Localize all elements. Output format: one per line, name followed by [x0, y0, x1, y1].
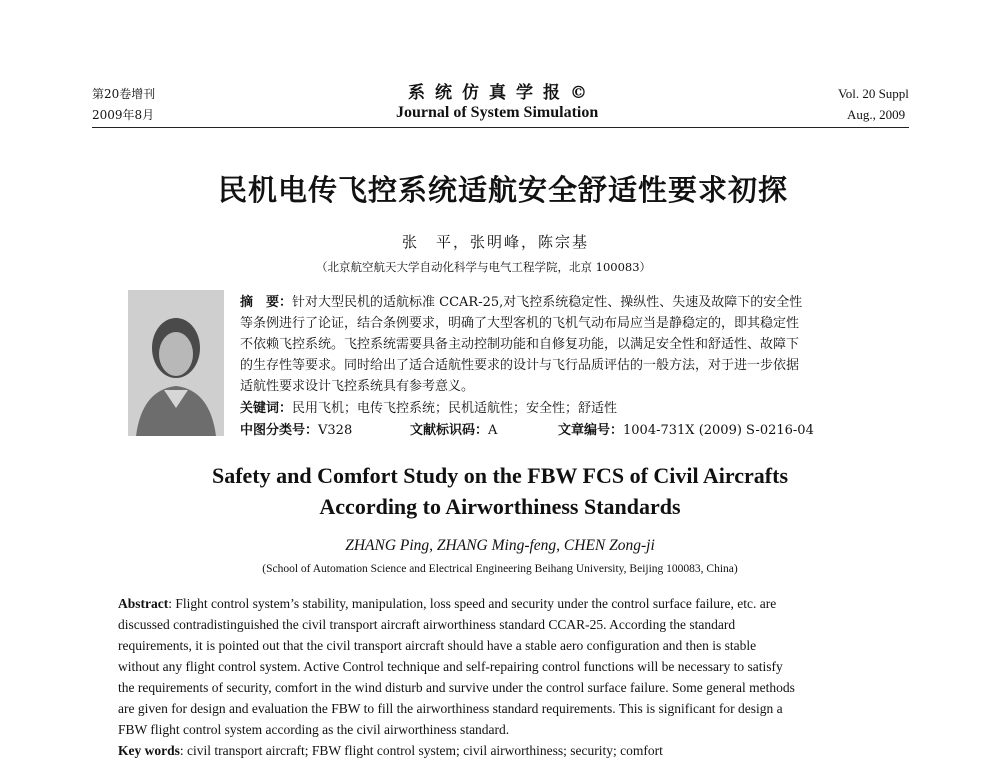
volume-en: Vol. 20 Suppl: [838, 86, 909, 101]
abstract-en-line-4: without any flight control system. Active Control technique and self-repairing control functions will be necessary to satisfy: [118, 659, 783, 674]
keywords-en: Key words: civil transport aircraft; FBW flight control system; civil airworthiness; security; comfort: [118, 743, 663, 758]
doc-code: 文献标识码：A: [410, 423, 498, 438]
title-en-line-1: Safety and Comfort Study on the FBW FCS of Civil Aircrafts: [211, 463, 789, 488]
journal-title-en: Journal of System Simulation: [396, 104, 599, 121]
authors-cn: 张 平，张明峰，陈宗基: [402, 233, 590, 251]
keywords-cn: 关键词：民用飞机；电传飞控系统；民机适航性；安全性；舒适性: [240, 401, 618, 416]
abstract-en-label: Abstract: [118, 596, 169, 611]
abstract-en-line-3: requirements, it is pointed out that the civil transport aircraft should have a stable aero configuration and then is stable: [118, 638, 757, 653]
abstract-cn-line-4: 的生存性等要求。同时给出了适合适航性要求的设计与飞行品质评估的一般方法，对于进一步依据: [240, 358, 800, 373]
title-cn: 民机电传飞控系统适航安全舒适性要求初探: [218, 173, 789, 207]
abstract-cn-label: 摘 要：: [240, 295, 293, 310]
abstract-en-line-6: are given for design and evaluation the FBW to fill the airworthiness standard requirements. This is significant for design a: [118, 701, 783, 716]
journal-title-cn: 系统仿真学报©: [408, 83, 597, 103]
title-en-line-2: According to Airworthiness Standards: [319, 494, 681, 519]
header-rule: [92, 127, 909, 128]
date-en: Aug., 2009: [847, 107, 906, 122]
abstract-en-line-2: discussed contradistinguished the civil transport aircraft airworthiness standard CCAR-25. According the standard: [118, 617, 736, 632]
clc-number: 中图分类号：V328: [240, 423, 353, 438]
authors-en: ZHANG Ping, ZHANG Ming-feng, CHEN Zong-ji: [345, 537, 655, 554]
abstract-cn-line-5: 适航性要求设计飞控系统具有参考意义。: [240, 379, 475, 394]
affiliation-en: (School of Automation Science and Electrical Engineering Beihang University, Beijing 100083, China): [262, 563, 738, 575]
abstract-cn-line-3: 不依赖飞控系统。飞控系统需要具备主动控制功能和自修复功能，以满足安全性和舒适性、故障下: [240, 337, 800, 352]
abstract-cn-line-1: 摘 要：针对大型民机的适航标准 CCAR-25,对飞控系统稳定性、操纵性、失速及故障下的安全性: [240, 295, 803, 310]
affiliation-cn: （北京航空航天大学自动化科学与电气工程学院，北京 100083）: [316, 260, 652, 274]
abstract-cn-line-2: 等条例进行了论证，结合条例要求，明确了大型客机的飞机气动布局应当是静稳定的，即其稳定性: [240, 316, 800, 331]
article-number: 文章编号：1004-731X (2009) S-0216-04: [558, 423, 814, 438]
volume-cn: 第20卷增刊: [92, 87, 156, 101]
abstract-en-line-5: the requirements of security, comfort in the wind disturb and survive under the control surface failure. Some general methods: [118, 680, 795, 695]
date-cn: 2009年8月: [92, 108, 155, 122]
author-photo: [128, 290, 224, 436]
abstract-en-line-7: FBW flight control system according as the civil airworthiness standard.: [118, 722, 510, 737]
abstract-en-line-1: Abstract: Flight control system’s stability, manipulation, loss speed and security under the control surface failure, etc. are: [118, 596, 777, 611]
